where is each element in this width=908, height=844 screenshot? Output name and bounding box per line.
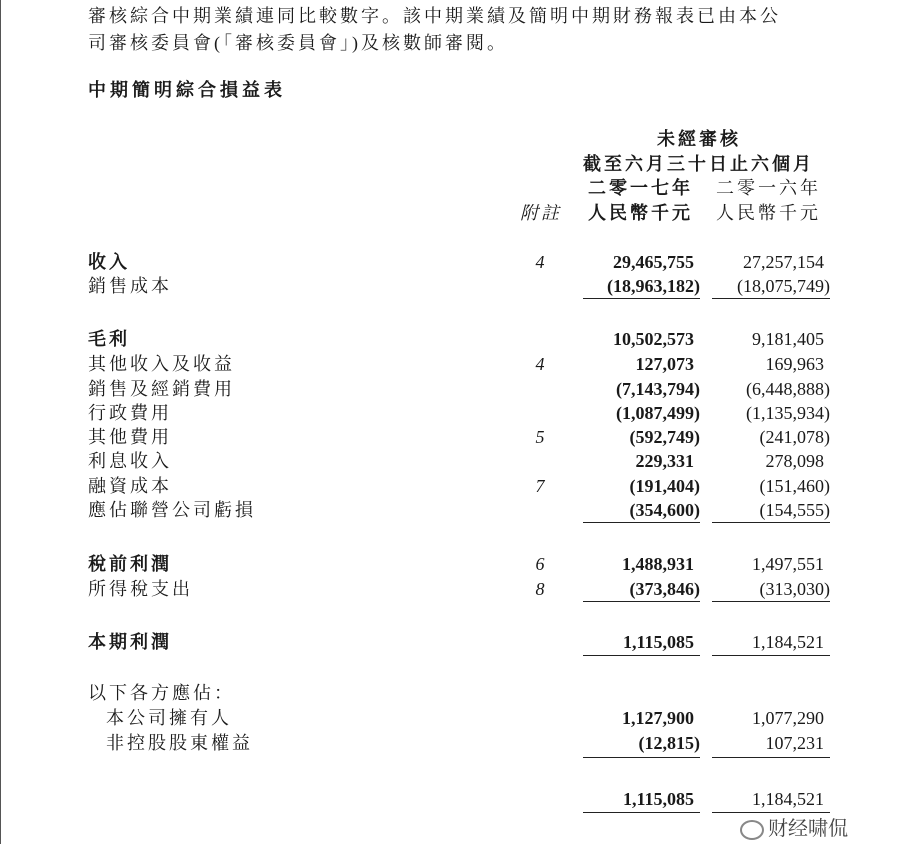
row-label: 銷售及經銷費用 <box>88 379 235 399</box>
value-2016: 27,257,154 <box>743 252 824 272</box>
row-note: 4 <box>535 252 545 272</box>
value-2016: (241,078) <box>759 427 830 447</box>
value-2016: 278,098 <box>765 451 824 471</box>
value-2017: 229,331 <box>635 451 694 471</box>
underline <box>583 655 700 656</box>
value-2016: 1,497,551 <box>752 554 824 574</box>
row-label: 其他費用 <box>88 427 172 447</box>
row-note: 4 <box>535 354 545 374</box>
audit-status: 未經審核 <box>657 129 741 149</box>
period-header: 截至六月三十日止六個月 <box>583 154 814 174</box>
row-label: 本公司擁有人 <box>106 708 232 728</box>
value-2017: (12,815) <box>638 733 700 753</box>
value-2016: (151,460) <box>759 476 830 496</box>
underline <box>583 298 700 299</box>
value-2016: 1,184,521 <box>752 632 824 652</box>
value-2016: (313,030) <box>759 579 830 599</box>
row-label: 利息收入 <box>88 451 172 471</box>
row-note: 7 <box>535 476 545 496</box>
value-2017: 29,465,755 <box>613 252 694 272</box>
value-2016: 1,184,521 <box>752 789 824 809</box>
statement-title: 中期簡明綜合損益表 <box>88 80 286 100</box>
underline <box>712 757 830 758</box>
row-label: 本期利潤 <box>88 632 172 652</box>
currency-2017: 人民幣千元 <box>588 203 693 223</box>
wechat-icon <box>740 820 764 840</box>
currency-2016: 人民幣千元 <box>716 203 821 223</box>
row-note: 5 <box>535 427 545 447</box>
value-2016: (18,075,749) <box>737 276 830 296</box>
row-label: 融資成本 <box>88 476 172 496</box>
statement-row <box>0 379 908 401</box>
underline <box>712 601 830 602</box>
value-2016: (154,555) <box>759 500 830 520</box>
statement-row <box>0 683 908 705</box>
row-note: 8 <box>535 579 545 599</box>
notes-header: 附註 <box>520 203 562 223</box>
underline <box>583 522 700 523</box>
statement-row <box>0 500 908 522</box>
statement-row <box>0 276 908 298</box>
value-2017: 127,073 <box>635 354 694 374</box>
value-2017: (354,600) <box>629 500 700 520</box>
statement-row <box>0 733 908 755</box>
row-label: 稅前利潤 <box>88 554 172 574</box>
year-2016: 二零一六年 <box>716 178 821 198</box>
row-label: 毛利 <box>88 329 130 349</box>
row-label: 其他收入及收益 <box>88 354 235 374</box>
row-label: 收入 <box>88 252 130 272</box>
watermark-text: 财经啸侃 <box>768 816 848 840</box>
statement-row <box>0 476 908 498</box>
value-2017: (7,143,794) <box>616 379 700 399</box>
row-label: 應佔聯營公司虧損 <box>88 500 256 520</box>
row-label: 非控股股東權益 <box>106 733 253 753</box>
value-2017: 1,115,085 <box>622 789 694 809</box>
value-2017: 1,115,085 <box>622 632 694 652</box>
value-2017: 1,488,931 <box>622 554 694 574</box>
statement-row <box>0 252 908 274</box>
value-2017: (1,087,499) <box>616 403 700 423</box>
intro-line-2: 司審核委員會(「審核委員會」)及核數師審閱。 <box>88 33 508 53</box>
value-2017: (18,963,182) <box>607 276 700 296</box>
statement-row <box>0 789 908 811</box>
underline <box>712 655 830 656</box>
underline <box>712 812 830 813</box>
value-2017: (191,404) <box>629 476 700 496</box>
statement-row <box>0 579 908 601</box>
statement-row <box>0 329 908 351</box>
statement-row <box>0 708 908 730</box>
statement-row <box>0 451 908 473</box>
value-2016: 1,077,290 <box>752 708 824 728</box>
watermark <box>740 816 848 840</box>
statement-row <box>0 632 908 654</box>
statement-row <box>0 354 908 376</box>
statement-row <box>0 427 908 449</box>
statement-row <box>0 554 908 576</box>
underline <box>583 812 700 813</box>
row-label: 所得稅支出 <box>88 579 193 599</box>
value-2017: 10,502,573 <box>613 329 694 349</box>
intro-line-1: 審核綜合中期業績連同比較數字。該中期業績及簡明中期財務報表已由本公 <box>88 6 781 26</box>
underline <box>712 522 830 523</box>
value-2016: 169,963 <box>765 354 824 374</box>
row-label: 行政費用 <box>88 403 172 423</box>
underline <box>583 757 700 758</box>
value-2016: 9,181,405 <box>752 329 824 349</box>
statement-row <box>0 403 908 425</box>
value-2017: (373,846) <box>629 579 700 599</box>
row-label: 以下各方應佔： <box>88 683 235 703</box>
year-2017: 二零一七年 <box>588 178 693 198</box>
row-label: 銷售成本 <box>88 276 172 296</box>
value-2016: 107,231 <box>765 733 824 753</box>
underline <box>583 601 700 602</box>
value-2017: (592,749) <box>629 427 700 447</box>
row-note: 6 <box>535 554 545 574</box>
value-2016: (6,448,888) <box>746 379 830 399</box>
underline <box>712 298 830 299</box>
value-2016: (1,135,934) <box>746 403 830 423</box>
value-2017: 1,127,900 <box>622 708 694 728</box>
